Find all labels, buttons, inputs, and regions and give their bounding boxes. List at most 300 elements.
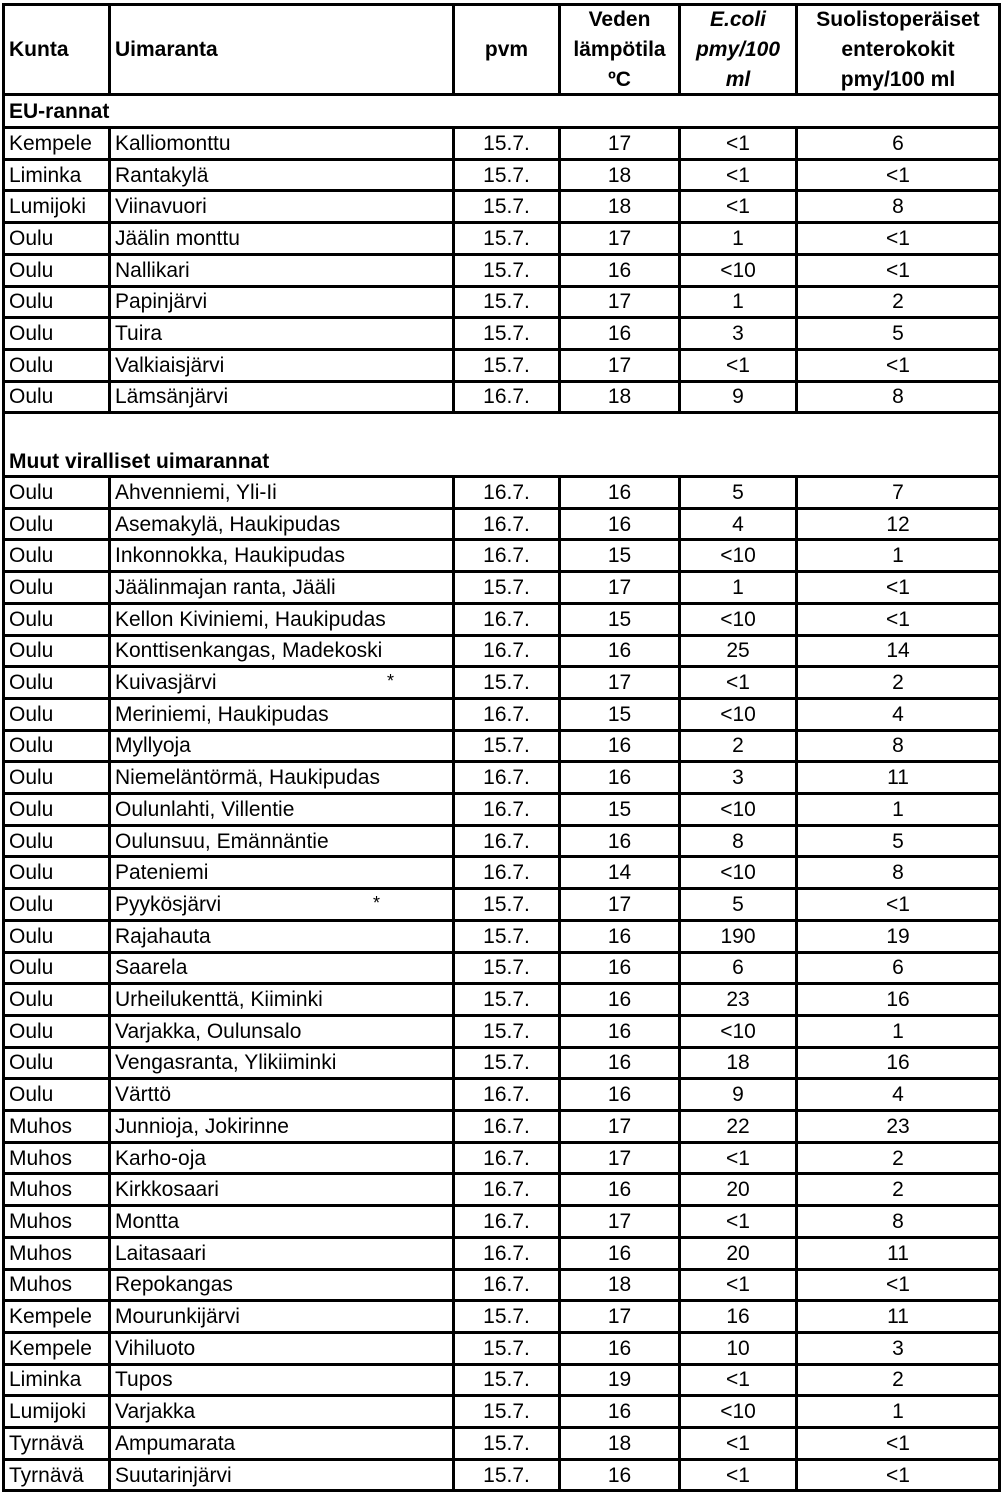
column-divider (678, 982, 681, 1017)
temp-cell: 16 (607, 258, 632, 282)
kunta-cell: Oulu (9, 385, 54, 409)
ent-cell: 16 (886, 988, 910, 1012)
column-divider (678, 1109, 681, 1144)
column-divider (795, 1268, 798, 1303)
column-divider (2, 760, 5, 795)
header-uimaranta (111, 6, 452, 93)
column-divider (108, 380, 111, 415)
ecoli-cell: <1 (726, 1273, 750, 1297)
header-ecoli-line: E.coli (709, 7, 767, 31)
column-divider (452, 824, 455, 859)
column-divider (108, 1394, 111, 1429)
header-uimaranta-label: Uimaranta (115, 37, 218, 61)
pvm-cell: 15.7. (483, 1019, 530, 1043)
column-divider (998, 634, 1001, 669)
header-enterokokit-line: Suolistoperäiset (816, 7, 980, 31)
column-divider (2, 316, 5, 351)
pvm-cell: 16.7. (483, 1146, 530, 1170)
pvm-cell: 15.7. (483, 1431, 530, 1455)
uimaranta-cell: Oulunsuu, Emännäntie (115, 829, 329, 853)
uimaranta-cell: Jäälinmajan ranta, Jääli (115, 575, 336, 599)
ecoli-cell: 18 (726, 1051, 750, 1075)
kunta-cell: Oulu (9, 988, 54, 1012)
temp-cell: 16 (607, 1241, 632, 1265)
ecoli-cell: 2 (732, 734, 744, 758)
ecoli-cell: 190 (720, 924, 756, 948)
kunta-cell: Oulu (9, 575, 54, 599)
kunta-cell: Oulu (9, 639, 54, 663)
uimaranta-cell: Ampumarata (115, 1431, 236, 1455)
column-divider (558, 1236, 561, 1271)
temp-cell: 16 (607, 639, 632, 663)
column-divider (558, 1394, 561, 1429)
column-divider (558, 1046, 561, 1081)
column-divider (678, 285, 681, 320)
column-divider (795, 951, 798, 986)
column-divider (2, 697, 5, 732)
column-divider (452, 475, 455, 510)
kunta-cell: Muhos (9, 1114, 73, 1138)
kunta-cell: Oulu (9, 226, 54, 250)
kunta-cell: Muhos (9, 1146, 73, 1170)
pvm-cell: 16.7. (483, 1178, 530, 1202)
kunta-cell: Oulu (9, 956, 54, 980)
ecoli-cell: <1 (726, 1431, 750, 1455)
temp-cell: 16 (607, 924, 632, 948)
ecoli-cell: 22 (726, 1114, 750, 1138)
column-divider (998, 1046, 1001, 1081)
ent-cell: <1 (886, 353, 910, 377)
uimaranta-cell: Rantakylä (115, 163, 209, 187)
pvm-cell: 15.7. (483, 1368, 530, 1392)
column-divider (998, 348, 1001, 383)
column-divider (678, 348, 681, 383)
pvm-cell: 15.7. (483, 131, 530, 155)
kunta-cell: Lumijoki (9, 195, 87, 219)
ecoli-cell: <10 (720, 702, 756, 726)
column-divider (452, 189, 455, 224)
temp-cell: 15 (607, 797, 632, 821)
column-divider (452, 1394, 455, 1429)
pvm-cell: 15.7. (483, 1463, 530, 1487)
ecoli-cell: 10 (726, 1336, 750, 1360)
column-divider (998, 507, 1001, 542)
column-divider (558, 380, 561, 415)
column-divider (2, 887, 5, 922)
column-divider (452, 1426, 455, 1461)
kunta-cell: Oulu (9, 1083, 54, 1107)
column-divider (998, 792, 1001, 827)
pvm-cell: 15.7. (483, 290, 530, 314)
column-divider (558, 507, 561, 542)
column-divider (452, 1014, 455, 1049)
column-divider (558, 221, 561, 256)
kunta-cell: Liminka (9, 163, 82, 187)
ecoli-cell: <10 (720, 861, 756, 885)
uimaranta-cell: Oulunlahti, Villentie (115, 797, 295, 821)
column-divider (795, 697, 798, 732)
kunta-cell: Kempele (9, 131, 92, 155)
column-divider (795, 507, 798, 542)
uimaranta-cell: Jäälin monttu (115, 226, 240, 250)
uimaranta-cell: Vihiluoto (115, 1336, 196, 1360)
column-divider (795, 1077, 798, 1112)
column-divider (678, 507, 681, 542)
ent-cell: 8 (892, 385, 904, 409)
column-divider (558, 1299, 561, 1334)
column-divider (558, 1458, 561, 1493)
uimaranta-cell: Karho-oja (115, 1146, 207, 1170)
temp-cell: 18 (607, 163, 632, 187)
column-divider (998, 1204, 1001, 1239)
column-divider (998, 1141, 1001, 1176)
column-divider (452, 982, 455, 1017)
column-divider (795, 570, 798, 605)
uimaranta-cell: Valkiaisjärvi (115, 353, 225, 377)
kunta-cell: Muhos (9, 1241, 73, 1265)
column-divider (452, 1236, 455, 1271)
column-divider (998, 189, 1001, 224)
pvm-cell: 16.7. (483, 512, 530, 536)
column-divider (2, 1109, 5, 1144)
pvm-cell: 15.7. (483, 353, 530, 377)
column-divider (108, 855, 111, 890)
kunta-cell: Tyrnävä (9, 1463, 84, 1487)
column-divider (2, 1141, 5, 1176)
ecoli-cell: 20 (726, 1178, 750, 1202)
column-divider (558, 792, 561, 827)
ecoli-cell: 5 (732, 480, 744, 504)
ecoli-cell: <1 (726, 195, 750, 219)
kunta-cell: Kempele (9, 1336, 92, 1360)
ent-cell: 8 (892, 734, 904, 758)
column-divider (795, 1046, 798, 1081)
column-divider (2, 1204, 5, 1239)
temp-cell: 17 (607, 575, 632, 599)
uimaranta-cell: Inkonnokka, Haukipudas (115, 544, 345, 568)
column-divider (452, 126, 455, 161)
column-divider (558, 1077, 561, 1112)
column-divider (998, 538, 1001, 573)
kunta-cell: Tyrnävä (9, 1431, 84, 1455)
ent-cell: <1 (886, 1463, 910, 1487)
column-divider (795, 538, 798, 573)
uimaranta-cell: Pyykösjärvi (115, 892, 222, 916)
column-divider (108, 1299, 111, 1334)
column-divider (452, 887, 455, 922)
ent-cell: 2 (892, 671, 904, 695)
ent-cell: 19 (886, 924, 910, 948)
kunta-cell: Oulu (9, 1051, 54, 1075)
column-divider (795, 634, 798, 669)
column-divider (108, 221, 111, 256)
uimaranta-cell: Varjakka (115, 1400, 196, 1424)
uimaranta-cell: Montta (115, 1209, 180, 1233)
ent-cell: 6 (892, 956, 904, 980)
column-divider (108, 475, 111, 510)
column-divider (998, 316, 1001, 351)
header-enterokokit-line: enterokokit (841, 37, 955, 61)
column-divider (108, 951, 111, 986)
column-divider (558, 1172, 561, 1207)
column-divider (452, 1363, 455, 1398)
column-divider (452, 665, 455, 700)
column-divider (108, 1077, 111, 1112)
temp-cell: 16 (607, 1178, 632, 1202)
column-divider (795, 729, 798, 764)
pvm-cell: 15.7. (483, 956, 530, 980)
column-divider (795, 221, 798, 256)
temp-cell: 17 (607, 226, 632, 250)
ecoli-cell: 1 (732, 226, 744, 250)
column-divider (678, 538, 681, 573)
column-divider (108, 126, 111, 161)
column-divider (558, 855, 561, 890)
uimaranta-cell: Nallikari (115, 258, 190, 282)
column-divider (558, 951, 561, 986)
ent-cell: 11 (887, 1241, 909, 1265)
uimaranta-cell: Viinavuori (115, 195, 207, 219)
column-divider (558, 253, 561, 288)
column-divider (108, 253, 111, 288)
ecoli-cell: 5 (732, 892, 744, 916)
temp-cell: 16 (607, 988, 632, 1012)
column-divider (795, 348, 798, 383)
column-divider (108, 1268, 111, 1303)
temp-cell: 16 (607, 1336, 632, 1360)
column-divider (452, 253, 455, 288)
ent-cell: 5 (892, 829, 904, 853)
temp-cell: 18 (607, 385, 632, 409)
column-divider (558, 634, 561, 669)
ecoli-cell: <1 (726, 163, 750, 187)
temp-cell: 17 (607, 1305, 632, 1329)
column-divider (108, 729, 111, 764)
ent-cell: <1 (886, 892, 910, 916)
column-divider (2, 507, 5, 542)
temp-cell: 16 (607, 766, 632, 790)
column-divider (108, 538, 111, 573)
column-divider (2, 253, 5, 288)
column-divider (2, 189, 5, 224)
column-divider (2, 380, 5, 415)
row-divider (2, 411, 1001, 414)
ent-cell: 1 (892, 1019, 904, 1043)
column-divider (2, 1046, 5, 1081)
column-divider (108, 919, 111, 954)
column-divider (795, 1109, 798, 1144)
column-divider (678, 697, 681, 732)
column-divider (795, 1172, 798, 1207)
ent-cell: 8 (892, 195, 904, 219)
header-pvm (455, 6, 558, 93)
temp-cell: 16 (607, 956, 632, 980)
ecoli-cell: 1 (732, 575, 744, 599)
column-divider (795, 1236, 798, 1271)
ent-cell: 2 (892, 1368, 904, 1392)
ent-cell: 12 (886, 512, 910, 536)
temp-cell: 17 (607, 1114, 632, 1138)
column-divider (678, 665, 681, 700)
ecoli-cell: 23 (726, 988, 750, 1012)
temp-cell: 15 (607, 544, 632, 568)
column-divider (795, 887, 798, 922)
uimaranta-cell: Varjakka, Oulunsalo (115, 1019, 302, 1043)
column-divider (678, 189, 681, 224)
column-divider (998, 1109, 1001, 1144)
ecoli-cell: 9 (732, 385, 744, 409)
kunta-cell: Oulu (9, 797, 54, 821)
ent-cell: 3 (892, 1336, 904, 1360)
temp-cell: 16 (607, 1019, 632, 1043)
column-divider (678, 887, 681, 922)
column-divider (678, 1014, 681, 1049)
column-divider (678, 1077, 681, 1112)
column-divider (2, 1458, 5, 1493)
column-divider (795, 253, 798, 288)
ent-cell: <1 (886, 575, 910, 599)
temp-cell: 17 (607, 1209, 632, 1233)
pvm-cell: 15.7. (483, 1336, 530, 1360)
column-divider (108, 189, 111, 224)
column-divider (108, 634, 111, 669)
column-divider (558, 348, 561, 383)
pvm-cell: 15.7. (483, 1400, 530, 1424)
ecoli-cell: <1 (726, 671, 750, 695)
pvm-cell: 16.7. (483, 544, 530, 568)
uimaranta-cell: Papinjärvi (115, 290, 208, 314)
column-divider (2, 1014, 5, 1049)
kunta-cell: Oulu (9, 290, 54, 314)
uimaranta-cell: Ahvenniemi, Yli-Ii (115, 480, 277, 504)
column-divider (452, 3, 455, 96)
column-divider (795, 475, 798, 510)
column-divider (678, 3, 681, 96)
column-divider (795, 158, 798, 193)
uimaranta-cell: Repokangas (115, 1273, 233, 1297)
column-divider (795, 189, 798, 224)
uimaranta-cell: Tuira (115, 322, 163, 346)
uimaranta-cell: Mourunkijärvi (115, 1305, 240, 1329)
column-divider (452, 1141, 455, 1176)
uimaranta-cell: Laitasaari (115, 1241, 207, 1265)
uimaranta-cell: Lämsänjärvi (115, 385, 229, 409)
column-divider (795, 982, 798, 1017)
column-divider (108, 1046, 111, 1081)
column-divider (998, 602, 1001, 637)
kunta-cell: Kempele (9, 1305, 92, 1329)
column-divider (558, 697, 561, 732)
uimaranta-cell: Urheilukenttä, Kiiminki (115, 988, 323, 1012)
temp-cell: 19 (607, 1368, 632, 1392)
kunta-cell: Liminka (9, 1368, 82, 1392)
kunta-cell: Oulu (9, 607, 54, 631)
uimaranta-cell: Myllyoja (115, 734, 191, 758)
column-divider (795, 1394, 798, 1429)
column-divider (558, 158, 561, 193)
column-divider (2, 1394, 5, 1429)
pvm-cell: 16.7. (483, 385, 530, 409)
column-divider (2, 1077, 5, 1112)
column-divider (2, 1426, 5, 1461)
column-divider (558, 570, 561, 605)
column-divider (2, 285, 5, 320)
column-divider (2, 96, 5, 126)
column-divider (108, 824, 111, 859)
column-divider (998, 1363, 1001, 1398)
ecoli-cell: 25 (726, 639, 750, 663)
column-divider (558, 887, 561, 922)
ent-cell: 23 (886, 1114, 910, 1138)
column-divider (2, 158, 5, 193)
column-divider (452, 538, 455, 573)
column-divider (998, 1299, 1001, 1334)
temp-cell: 16 (607, 1083, 632, 1107)
column-divider (678, 792, 681, 827)
column-divider (678, 1394, 681, 1429)
temp-cell: 16 (607, 1400, 632, 1424)
column-divider (795, 285, 798, 320)
column-divider (108, 1426, 111, 1461)
column-divider (2, 1299, 5, 1334)
uimaranta-cell: Saarela (115, 956, 188, 980)
column-divider (795, 316, 798, 351)
column-divider (678, 1458, 681, 1493)
uimaranta-cell: Värttö (115, 1083, 172, 1107)
column-divider (452, 602, 455, 637)
ecoli-cell: <10 (720, 544, 756, 568)
uimaranta-cell: Meriniemi, Haukipudas (115, 702, 329, 726)
column-divider (795, 792, 798, 827)
column-divider (108, 982, 111, 1017)
kunta-cell: Oulu (9, 734, 54, 758)
column-divider (108, 1172, 111, 1207)
column-divider (558, 1268, 561, 1303)
column-divider (795, 1299, 798, 1334)
column-divider (452, 919, 455, 954)
column-divider (795, 1331, 798, 1366)
column-divider (795, 665, 798, 700)
header-ecoli (681, 6, 795, 93)
column-divider (678, 760, 681, 795)
column-divider (678, 1141, 681, 1176)
column-divider (678, 1331, 681, 1366)
column-divider (998, 982, 1001, 1017)
pvm-cell: 15.7. (483, 258, 530, 282)
pvm-cell: 16.7. (483, 480, 530, 504)
ecoli-cell: <10 (720, 1400, 756, 1424)
column-divider (998, 221, 1001, 256)
column-divider (998, 1394, 1001, 1429)
column-divider (795, 824, 798, 859)
column-divider (678, 253, 681, 288)
column-divider (452, 1299, 455, 1334)
pvm-cell: 15.7. (483, 226, 530, 250)
uimaranta-cell: Rajahauta (115, 924, 211, 948)
column-divider (678, 380, 681, 415)
column-divider (452, 1109, 455, 1144)
column-divider (2, 475, 5, 510)
column-divider (108, 1458, 111, 1493)
temp-cell: 16 (607, 480, 632, 504)
column-divider (452, 285, 455, 320)
column-divider (998, 1236, 1001, 1271)
ent-cell: <1 (886, 1431, 910, 1455)
pvm-cell: 15.7. (483, 322, 530, 346)
kunta-cell: Muhos (9, 1178, 73, 1202)
column-divider (108, 158, 111, 193)
ecoli-cell: 1 (732, 290, 744, 314)
